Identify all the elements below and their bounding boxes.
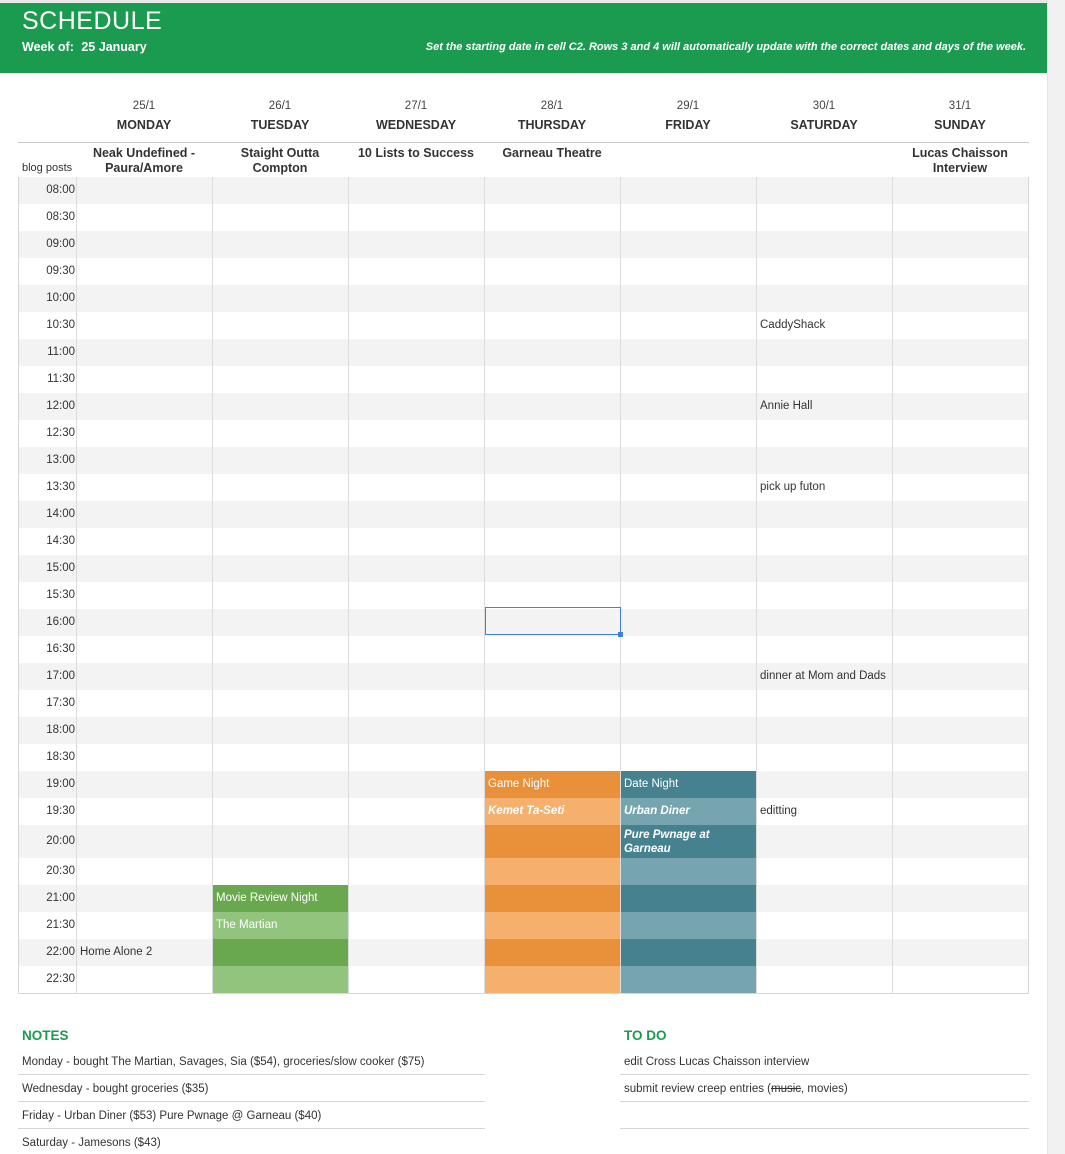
day-date[interactable]: 28/1	[540, 100, 564, 112]
event-block[interactable]	[621, 858, 756, 885]
blog-cell-thursday[interactable]: Garneau Theatre	[502, 146, 602, 160]
page-title: SCHEDULE	[22, 7, 163, 35]
time-row[interactable]	[19, 366, 1028, 393]
time-row[interactable]	[19, 177, 1028, 204]
event-block[interactable]	[621, 939, 756, 966]
day-date[interactable]: 30/1	[812, 100, 836, 112]
week-label: Week of:	[22, 40, 74, 54]
time-label[interactable]: 13:00	[46, 454, 75, 466]
schedule-cell[interactable]: editting	[760, 805, 798, 817]
time-row[interactable]	[19, 420, 1028, 447]
day-date[interactable]: 29/1	[676, 100, 700, 112]
note-item[interactable]: Friday - Urban Diner ($53) Pure Pwnage @ Garneau ($40)	[18, 1104, 485, 1129]
time-row[interactable]	[19, 285, 1028, 312]
time-label[interactable]: 16:30	[46, 643, 75, 655]
time-label[interactable]: 21:30	[46, 919, 75, 931]
event-block[interactable]	[213, 939, 348, 966]
schedule-grid[interactable]	[18, 177, 1029, 994]
week-value[interactable]: 25 January	[81, 40, 147, 54]
time-label[interactable]: 15:00	[46, 562, 75, 574]
day-date[interactable]: 27/1	[404, 100, 428, 112]
event-urban-diner[interactable]	[621, 798, 756, 825]
blog-posts-row	[18, 143, 1029, 177]
time-label[interactable]: 10:00	[46, 292, 75, 304]
fill-handle[interactable]	[618, 632, 623, 637]
todo-title: TO DO	[624, 1028, 667, 1043]
todo-item-empty[interactable]	[620, 1104, 1029, 1129]
note-item[interactable]: Wednesday - bought groceries ($35)	[18, 1077, 485, 1102]
todo-item[interactable]	[620, 1077, 1029, 1102]
event-subtitle: Pure Pwnage at Garneau	[624, 829, 710, 855]
time-row[interactable]	[19, 312, 1028, 339]
event-pure-pwnage[interactable]	[621, 825, 756, 858]
time-label[interactable]: 19:30	[46, 805, 75, 817]
event-block[interactable]	[485, 966, 620, 993]
event-kemet[interactable]	[485, 798, 620, 825]
event-subtitle: Kemet Ta-Seti	[488, 805, 565, 817]
time-row[interactable]	[19, 501, 1028, 528]
time-label[interactable]: 20:30	[46, 865, 75, 877]
time-row[interactable]	[19, 447, 1028, 474]
day-name[interactable]: SUNDAY	[934, 118, 986, 132]
time-label[interactable]: 22:00	[46, 946, 75, 958]
time-label[interactable]: 12:30	[46, 427, 75, 439]
blog-cell-sunday[interactable]: Lucas Chaisson Interview	[912, 146, 1008, 175]
time-label[interactable]: 12:00	[46, 400, 75, 412]
event-block[interactable]	[621, 885, 756, 912]
todo-text: submit review creep entries (	[624, 1083, 771, 1095]
time-label[interactable]: 14:30	[46, 535, 75, 547]
time-row[interactable]	[19, 555, 1028, 582]
time-row[interactable]	[19, 258, 1028, 285]
vertical-scrollbar[interactable]	[1047, 0, 1065, 1154]
time-label[interactable]: 09:30	[46, 265, 75, 277]
week-of	[22, 40, 147, 54]
blog-cell-monday[interactable]: Neak Undefined - Paura/Amore	[92, 146, 196, 175]
time-row[interactable]	[19, 582, 1028, 609]
time-label[interactable]: 18:30	[46, 751, 75, 763]
time-label[interactable]: 11:00	[47, 346, 75, 358]
event-title: Movie Review Night	[216, 892, 318, 904]
event-subtitle: Urban Diner	[624, 805, 690, 817]
time-row[interactable]	[19, 231, 1028, 258]
time-label[interactable]: 18:00	[46, 724, 75, 736]
blog-cell-tuesday[interactable]: Staight Outta Compton	[240, 146, 320, 175]
note-item[interactable]: Monday - bought The Martian, Savages, Sia ($54), groceries/slow cooker ($75)	[18, 1050, 485, 1075]
schedule-cell[interactable]: dinner at Mom and Dads	[760, 670, 886, 682]
time-row[interactable]	[19, 204, 1028, 231]
time-label[interactable]: 15:30	[46, 589, 75, 601]
time-label[interactable]: 09:00	[46, 238, 75, 250]
day-date[interactable]: 31/1	[948, 100, 972, 112]
column-divider	[348, 177, 349, 994]
column-divider	[756, 177, 757, 994]
day-date[interactable]: 26/1	[268, 100, 292, 112]
blog-cell-wednesday[interactable]: 10 Lists to Success	[357, 146, 475, 160]
time-label[interactable]: 08:30	[46, 211, 75, 223]
day-name[interactable]: SATURDAY	[790, 118, 858, 132]
time-row[interactable]	[19, 690, 1028, 717]
schedule-cell[interactable]: CaddyShack	[760, 319, 826, 331]
time-label[interactable]: 22:30	[46, 973, 75, 985]
schedule-cell[interactable]: Annie Hall	[760, 400, 813, 412]
schedule-cell[interactable]: pick up futon	[760, 481, 826, 493]
time-label[interactable]: 17:30	[46, 697, 75, 709]
note-item[interactable]: Saturday - Jamesons ($43)	[22, 1137, 161, 1149]
time-label[interactable]: 20:00	[46, 835, 75, 847]
day-name[interactable]: WEDNESDAY	[375, 118, 457, 132]
event-block[interactable]	[485, 912, 620, 939]
event-block[interactable]	[621, 912, 756, 939]
day-name[interactable]: MONDAY	[116, 118, 172, 132]
time-row[interactable]	[19, 744, 1028, 771]
column-divider	[212, 177, 213, 994]
time-row[interactable]	[19, 528, 1028, 555]
time-label[interactable]: 21:00	[46, 892, 75, 904]
column-divider	[892, 177, 893, 994]
todo-text: , movies)	[801, 1083, 848, 1095]
event-block[interactable]	[485, 885, 620, 912]
day-name[interactable]: TUESDAY	[250, 118, 310, 132]
time-label[interactable]: 14:00	[46, 508, 75, 520]
event-date-night[interactable]	[621, 771, 756, 798]
instruction-text: Set the starting date in cell C2. Rows 3 and 4 will automatically update with the correct dates and days of the week.	[425, 41, 1026, 53]
time-label[interactable]: 16:00	[46, 616, 75, 628]
notes-title: NOTES	[22, 1028, 69, 1043]
time-label[interactable]: 17:00	[46, 670, 75, 682]
day-name[interactable]: THURSDAY	[517, 118, 587, 132]
schedule-cell[interactable]: Home Alone 2	[80, 946, 153, 958]
time-row[interactable]	[19, 474, 1028, 501]
time-label[interactable]: 19:00	[46, 778, 75, 790]
event-game-night[interactable]	[485, 771, 620, 798]
time-row[interactable]	[19, 393, 1028, 420]
selected-cell[interactable]	[485, 607, 621, 635]
event-block[interactable]	[621, 966, 756, 993]
event-block[interactable]	[213, 966, 348, 993]
schedule-header	[0, 3, 1048, 73]
event-block[interactable]	[485, 858, 620, 885]
todo-strike-text: music	[771, 1083, 802, 1095]
time-label[interactable]: 10:30	[46, 319, 75, 331]
event-block[interactable]	[485, 825, 620, 858]
time-row[interactable]	[19, 339, 1028, 366]
todo-item[interactable]: edit Cross Lucas Chaisson interview	[620, 1050, 1029, 1075]
day-name[interactable]: FRIDAY	[665, 118, 711, 132]
time-label[interactable]: 13:30	[46, 481, 75, 493]
event-title: Game Night	[488, 778, 550, 790]
column-divider	[76, 177, 77, 994]
time-row[interactable]	[19, 636, 1028, 663]
event-block[interactable]	[485, 939, 620, 966]
event-title: Date Night	[624, 778, 679, 790]
day-date[interactable]: 25/1	[132, 100, 156, 112]
event-subtitle: The Martian	[216, 919, 278, 931]
event-the-martian[interactable]	[213, 912, 348, 939]
time-label[interactable]: 08:00	[46, 184, 75, 196]
time-row[interactable]	[19, 717, 1028, 744]
blog-posts-label[interactable]: blog posts	[22, 162, 73, 174]
time-label[interactable]: 11:30	[47, 373, 75, 385]
event-movie-review-night[interactable]	[213, 885, 348, 912]
